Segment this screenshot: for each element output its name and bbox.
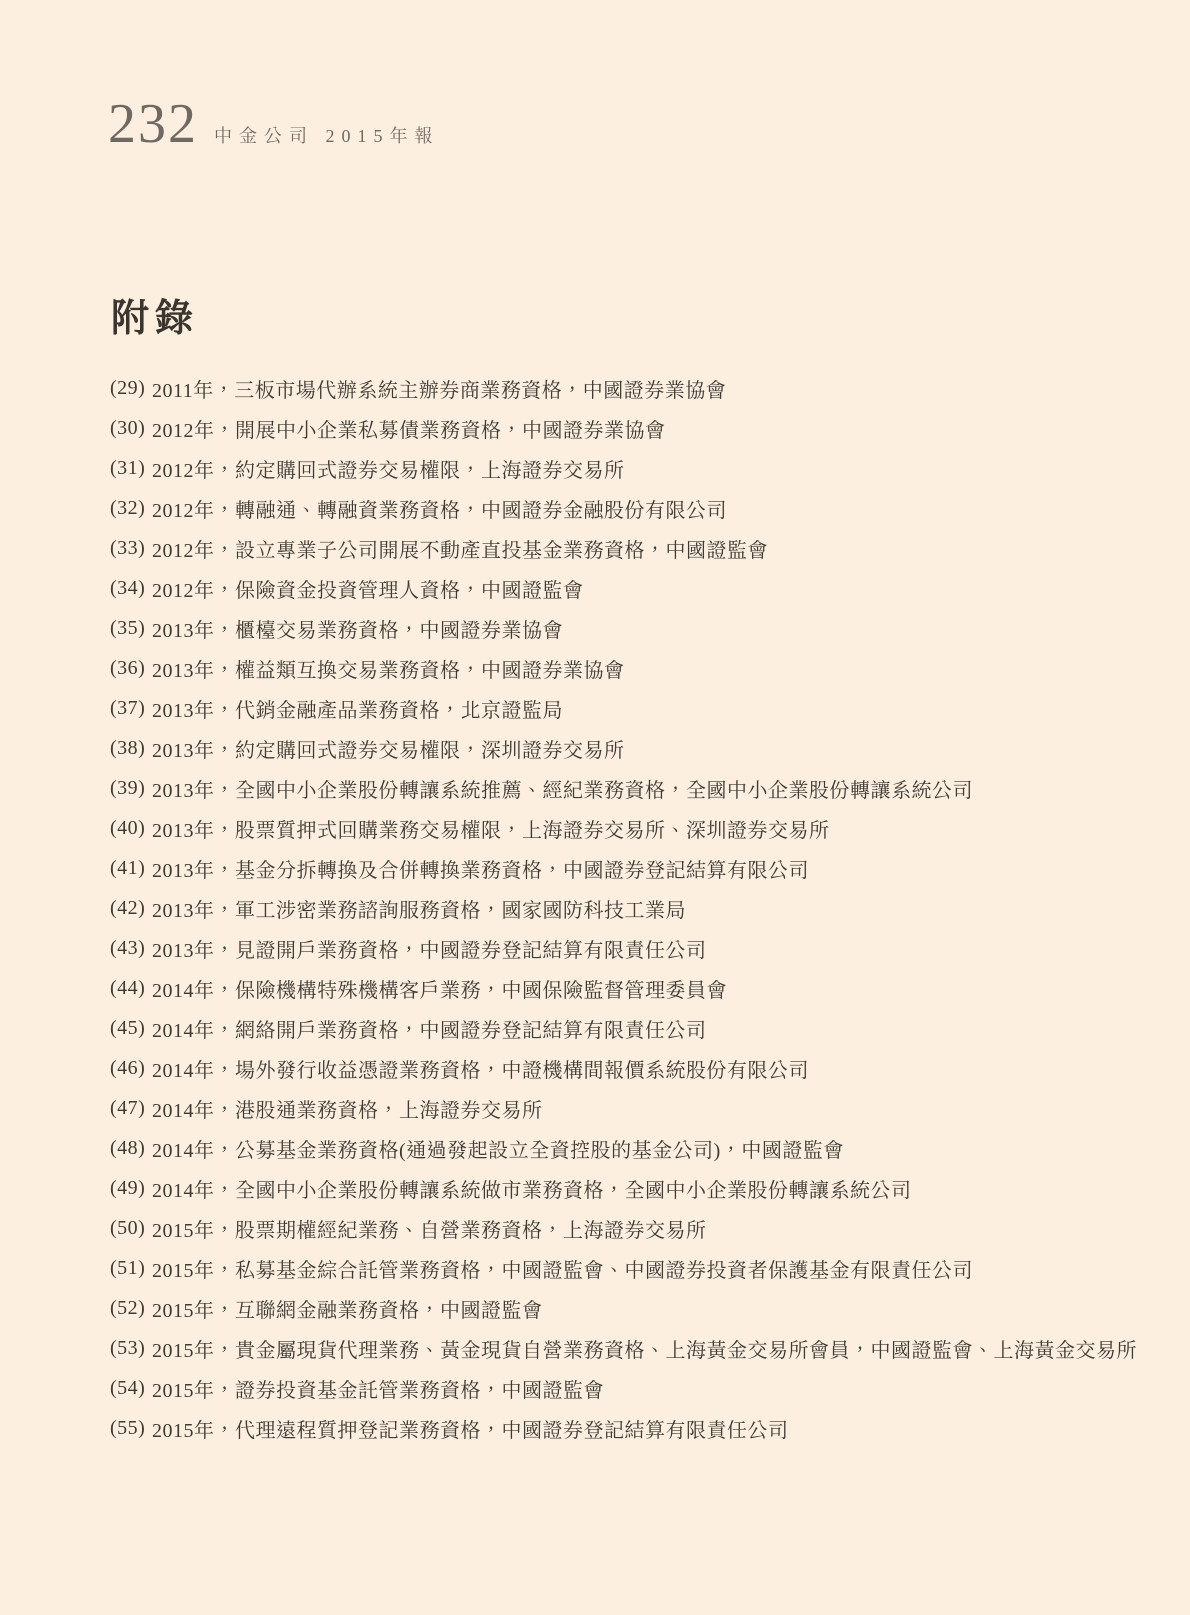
list-item <box>110 1408 1110 1448</box>
list-item <box>110 1328 1137 1368</box>
item-number: (51) <box>110 1256 146 1279</box>
list-item <box>110 1008 1110 1048</box>
item-text: 2015年，股票期權經紀業務、自營業務資格，上海證券交易所 <box>152 1219 707 1242</box>
item-text: 2012年，保險資金投資管理人資格，中國證監會 <box>152 579 584 602</box>
item-text: 2013年，全國中小企業股份轉讓系統推薦、經紀業務資格，全國中小企業股份轉讓系統公司 <box>152 779 973 802</box>
item-text: 2012年，設立專業子公司開展不動產直投基金業務資格，中國證監會 <box>152 539 768 562</box>
item-text: 2011年，三板市場代辦系統主辦券商業務資格，中國證券業協會 <box>152 379 727 402</box>
list-item <box>110 448 1110 488</box>
item-number: (47) <box>110 1096 146 1119</box>
item-number: (55) <box>110 1416 146 1439</box>
item-text: 2012年，開展中小企業私募債業務資格，中國證券業協會 <box>152 419 666 442</box>
item-text: 2014年，保險機構特殊機構客戶業務，中國保險監督管理委員會 <box>152 979 727 1002</box>
item-number: (31) <box>110 456 146 479</box>
item-text: 2013年，見證開戶業務資格，中國證券登記結算有限責任公司 <box>152 939 707 962</box>
list-item <box>110 368 1110 408</box>
list-item <box>110 1048 1110 1088</box>
list-item <box>110 1208 1110 1248</box>
item-text: 2013年，股票質押式回購業務交易權限，上海證券交易所、深圳證券交易所 <box>152 819 830 842</box>
appendix-list <box>0 368 1150 1448</box>
item-number: (49) <box>110 1176 146 1199</box>
list-item <box>110 768 1110 808</box>
item-number: (37) <box>110 696 146 719</box>
item-text: 2014年，港股通業務資格，上海證券交易所 <box>152 1099 543 1122</box>
list-item <box>110 1368 1110 1408</box>
list-item <box>110 568 1110 608</box>
item-number: (54) <box>110 1376 146 1399</box>
list-item <box>110 1288 1110 1328</box>
item-number: (45) <box>110 1016 146 1039</box>
item-text: 2015年，貴金屬現貨代理業務、黃金現貨自營業務資格、上海黃金交易所會員，中國證監會、上海黃金交易所 <box>152 1339 1137 1362</box>
list-item <box>110 528 1110 568</box>
item-number: (46) <box>110 1056 146 1079</box>
list-item <box>110 688 1110 728</box>
item-text: 2013年，櫃檯交易業務資格，中國證券業協會 <box>152 619 563 642</box>
item-text: 2013年，軍工涉密業務諮詢服務資格，國家國防科技工業局 <box>152 899 686 922</box>
item-number: (32) <box>110 496 146 519</box>
item-number: (53) <box>110 1336 146 1359</box>
item-number: (40) <box>110 816 146 839</box>
page-number: 232 <box>108 93 198 155</box>
item-text: 2014年，場外發行收益憑證業務資格，中證機構間報價系統股份有限公司 <box>152 1059 809 1082</box>
list-item <box>110 928 1110 968</box>
list-item <box>110 848 1110 888</box>
item-number: (41) <box>110 856 146 879</box>
item-text: 2013年，基金分拆轉換及合併轉換業務資格，中國證券登記結算有限公司 <box>152 859 809 882</box>
item-text: 2013年，權益類互換交易業務資格，中國證券業協會 <box>152 659 625 682</box>
item-number: (30) <box>110 416 146 439</box>
item-number: (35) <box>110 616 146 639</box>
item-text: 2012年，轉融通、轉融資業務資格，中國證券金融股份有限公司 <box>152 499 727 522</box>
item-text: 2015年，代理遠程質押登記業務資格，中國證券登記結算有限責任公司 <box>152 1419 789 1442</box>
item-number: (42) <box>110 896 146 919</box>
item-text: 2014年，全國中小企業股份轉讓系統做市業務資格，全國中小企業股份轉讓系統公司 <box>152 1179 912 1202</box>
page-header <box>108 93 440 155</box>
item-number: (34) <box>110 576 146 599</box>
item-text: 2014年，公募基金業務資格(通過發起設立全資控股的基金公司)，中國證監會 <box>152 1139 844 1162</box>
item-number: (29) <box>110 376 146 399</box>
item-number: (50) <box>110 1216 146 1239</box>
list-item <box>110 1088 1110 1128</box>
item-text: 2012年，約定購回式證券交易權限，上海證券交易所 <box>152 459 625 482</box>
list-item <box>110 648 1110 688</box>
item-text: 2013年，代銷金融產品業務資格，北京證監局 <box>152 699 563 722</box>
list-item <box>110 408 1110 448</box>
item-number: (36) <box>110 656 146 679</box>
item-number: (52) <box>110 1296 146 1319</box>
item-text: 2015年，私募基金綜合託管業務資格，中國證監會、中國證券投資者保護基金有限責任公司 <box>152 1259 973 1282</box>
doc-title: 中金公司 2015年報 <box>214 126 440 146</box>
list-item <box>110 608 1110 648</box>
item-number: (39) <box>110 776 146 799</box>
item-number: (43) <box>110 936 146 959</box>
section-title: 附錄 <box>111 298 200 341</box>
list-item <box>110 488 1110 528</box>
item-number: (38) <box>110 736 146 759</box>
list-item <box>110 808 1110 848</box>
item-number: (44) <box>110 976 146 999</box>
item-text: 2013年，約定購回式證券交易權限，深圳證券交易所 <box>152 739 625 762</box>
list-item <box>110 1128 1110 1168</box>
list-item <box>110 888 1110 928</box>
item-number: (48) <box>110 1136 146 1159</box>
list-item <box>110 1168 1110 1208</box>
item-number: (33) <box>110 536 146 559</box>
item-text: 2015年，證券投資基金託管業務資格，中國證監會 <box>152 1379 604 1402</box>
list-item <box>110 1248 1110 1288</box>
list-item <box>110 968 1110 1008</box>
list-item <box>110 728 1110 768</box>
item-text: 2015年，互聯網金融業務資格，中國證監會 <box>152 1299 543 1322</box>
item-text: 2014年，網絡開戶業務資格，中國證券登記結算有限責任公司 <box>152 1019 707 1042</box>
